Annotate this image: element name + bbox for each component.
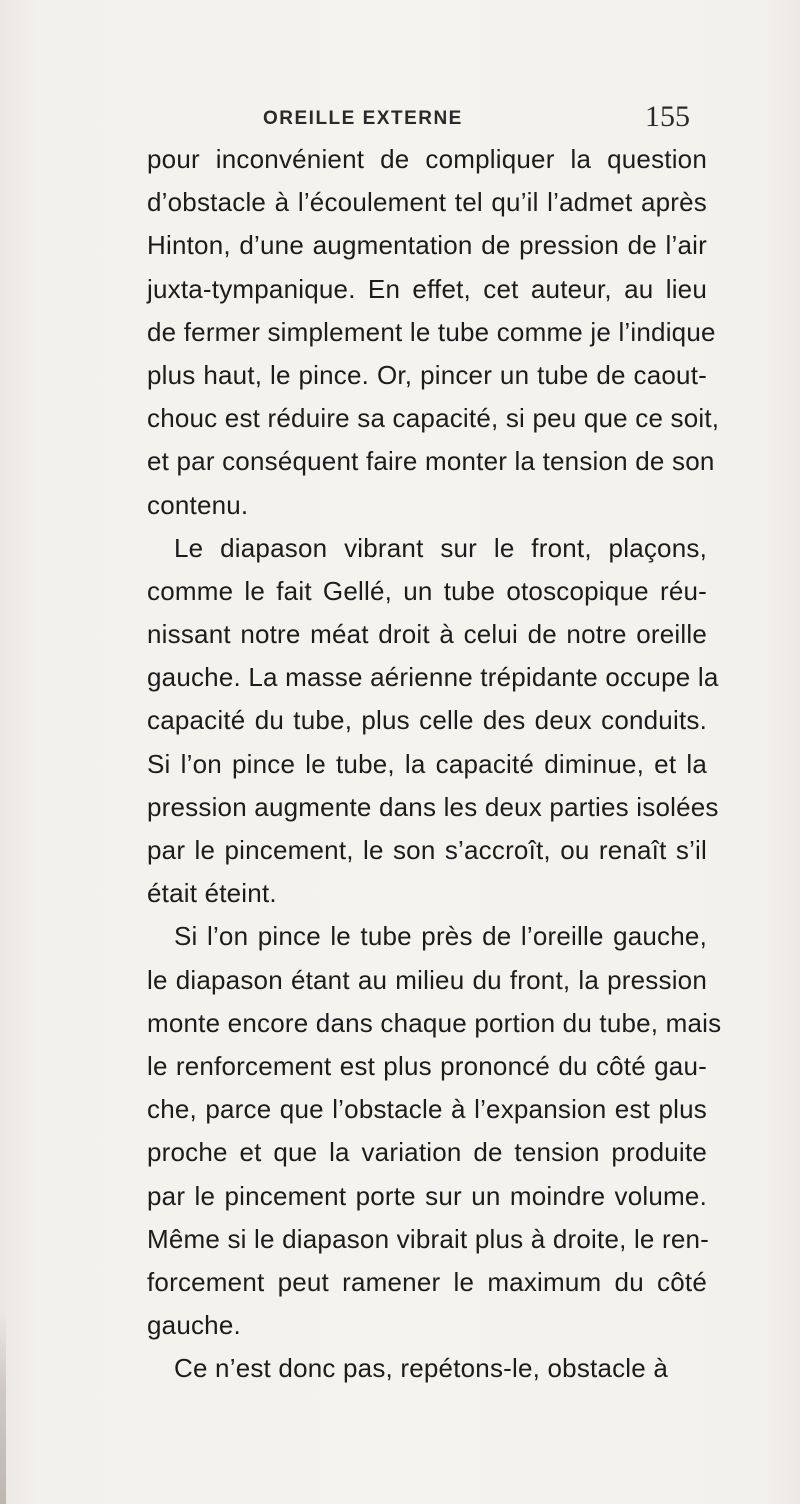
text-line: gauche. <box>147 1310 241 1341</box>
text-line: proche et que la variation de tension produite <box>147 1137 707 1168</box>
text-line: monte encore dans chaque portion du tube, mais <box>147 1007 722 1038</box>
text-line: le diapason étant au milieu du front, la pression <box>147 964 707 995</box>
text-line: capacité du tube, plus celle des deux conduits. <box>147 705 707 736</box>
text-line: et par conséquent faire monter la tension de son <box>147 446 715 477</box>
text-line: Même si le diapason vibrait plus à droite, le ren- <box>147 1223 710 1254</box>
running-title: OREILLE EXTERNE <box>263 108 463 129</box>
text-line: était éteint. <box>147 878 277 909</box>
page-number: 155 <box>645 100 690 133</box>
text-line: par le pincement, le son s’accroît, ou renaît s’il <box>147 835 707 865</box>
text-line: plus haut, le pince. Or, pincer un tube de caout- <box>147 359 707 390</box>
text-line: chouc est réduire sa capacité, si peu que ce soit, <box>147 403 720 434</box>
text-line: pour inconvénient de compliquer la question <box>147 144 707 174</box>
text-line: juxta-tympanique. En effet, cet auteur, au lieu <box>147 273 707 304</box>
text-line: comme le fait Gellé, un tube otoscopique réu- <box>147 575 707 606</box>
text-line: contenu. <box>147 489 249 520</box>
text-line: par le pincement porte sur un moindre volume. <box>147 1180 707 1211</box>
text-line: che, parce que l’obstacle à l’expansion est plus <box>147 1094 707 1125</box>
text-line: gauche. La masse aérienne trépidante occupe la <box>147 662 719 693</box>
binding-shadow <box>0 1310 6 1504</box>
text-line: de fermer simplement le tube comme je l’indique <box>147 316 716 347</box>
text-line: pression augmente dans les deux parties isolées <box>147 791 719 822</box>
text-line: nissant notre méat droit à celui de notre oreille <box>147 619 707 650</box>
body-text <box>147 138 722 1390</box>
text-line: Si l’on pince le tube, la capacité diminue, et la <box>147 748 707 779</box>
text-line: d’obstacle à l’écoulement tel qu’il l’admet après <box>147 187 707 218</box>
text-line: Hinton, d’une augmentation de pression de l’air <box>147 230 707 261</box>
paragraph-start-line: Ce n’est donc pas, repétons-le, obstacle à <box>174 1353 669 1384</box>
text-line: forcement peut ramener le maximum du côté <box>147 1266 707 1297</box>
paragraph-start-line: Le diapason vibrant sur le front, plaçons, <box>174 532 707 563</box>
text-line: le renforcement est plus prononcé du côté gau- <box>147 1050 707 1081</box>
paragraph-start-line: Si l’on pince le tube près de l’oreille gauche, <box>174 921 707 952</box>
